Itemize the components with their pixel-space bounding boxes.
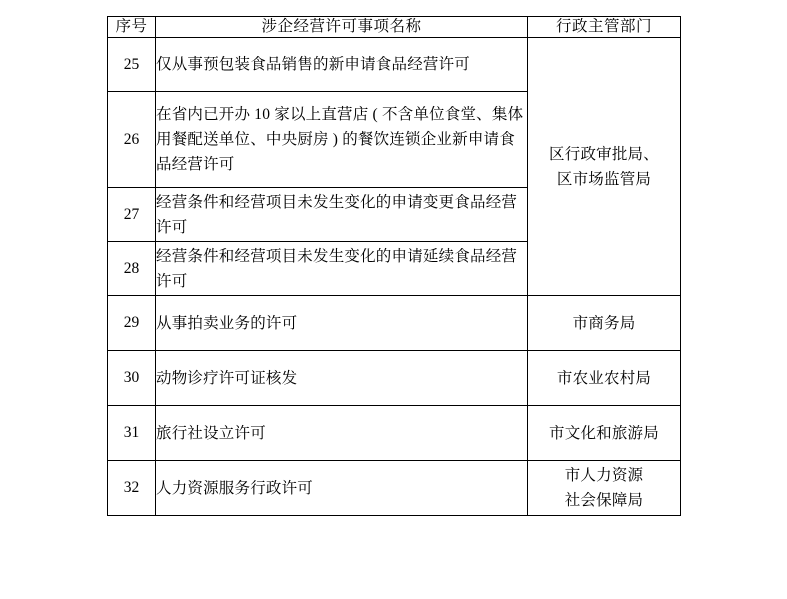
row-index: 27 [108,188,156,242]
row-department [528,296,681,351]
department-line: 区市场监管局 [556,170,652,188]
department-line: 市人力资源 [564,467,644,485]
department-line: 市文化和旅游局 [549,424,659,442]
department-line: 区行政审批局、 [549,145,659,163]
column-header-item-name: 涉企经营许可事项名称 [156,17,528,38]
table-row [108,406,681,461]
row-index: 25 [108,38,156,92]
row-item-name: 经营条件和经营项目未发生变化的申请延续食品经营许可 [156,242,528,296]
row-index: 26 [108,92,156,188]
row-item-name: 旅行社设立许可 [156,406,528,461]
row-item-name: 从事拍卖业务的许可 [156,296,528,351]
row-item-name: 人力资源服务行政许可 [156,461,528,516]
table-row [108,461,681,516]
table-row [108,351,681,406]
row-department [528,351,681,406]
row-item-name: 仅从事预包装食品销售的新申请食品经营许可 [156,38,528,92]
table-header-row [108,17,681,38]
row-item-name: 经营条件和经营项目未发生变化的申请变更食品经营许可 [156,188,528,242]
permit-items-table [107,16,681,516]
row-index: 28 [108,242,156,296]
row-item-name: 在省内已开办 10 家以上直营店 ( 不含单位食堂、集体用餐配送单位、中央厨房 ) 的餐饮连锁企业新申请食品经营许可 [156,92,528,188]
row-index: 32 [108,461,156,516]
row-department [528,406,681,461]
department-line: 市农业农村局 [556,369,652,387]
row-item-name: 动物诊疗许可证核发 [156,351,528,406]
department-line: 社会保障局 [564,492,644,510]
column-header-index: 序号 [108,17,156,38]
row-index: 30 [108,351,156,406]
row-index: 29 [108,296,156,351]
row-index: 31 [108,406,156,461]
table-row [108,296,681,351]
permit-items-table-wrapper [107,16,680,516]
department-line: 市商务局 [572,314,636,332]
row-department [528,461,681,516]
table-row [108,38,681,92]
column-header-department: 行政主管部门 [528,17,681,38]
row-department-merged [528,38,681,296]
